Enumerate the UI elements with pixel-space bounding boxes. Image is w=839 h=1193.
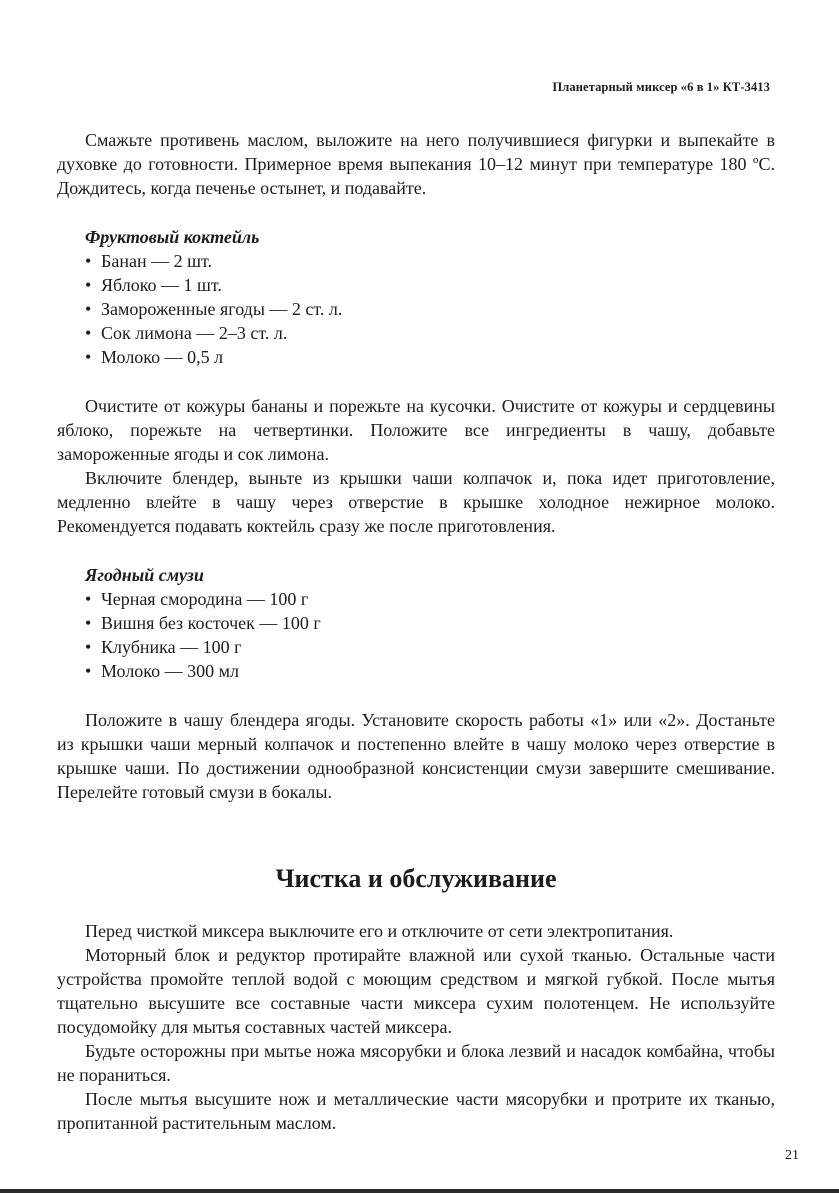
ingredient-item: • Молоко — 300 мл [85,659,775,683]
ingredient-item: • Клубника — 100 г [85,635,775,659]
section-title: Чистка и обслуживание [275,864,557,893]
running-header: Планетарный миксер «6 в 1» КТ-3413 [552,80,770,94]
intro-paragraph: Смажьте противень маслом, выложите на него получившиеся фигурки и выпекайте в духовке до готовности. Примерное время выпекания 10–12 минут при температуре 180 ºС. Дождитесь, когда печенье остынет, и подавайте. [57,130,775,198]
recipe-title-fruit-cocktail: Фруктовый коктейль [85,227,260,247]
section-paragraph-1: Перед чисткой миксера выключите его и отключите от сети электропитания. [85,921,674,941]
section-paragraph-2: Моторный блок и редуктор протирайте влажной или сухой тканью. Остальные части устройства промойте теплой водой с моющим средством и мягкой губкой. После мытья тщательно высушите все составные части миксера сухим полотенцем. Не используйте посудомойку для мытья составных частей миксера. [57,945,775,1037]
ingredient-item: • Замороженные ягоды — 2 ст. л. [85,297,775,321]
ingredient-item: • Банан — 2 шт. [85,249,775,273]
recipe1-paragraph-2: Включите блендер, выньте из крышки чаши колпачок и, пока идет приготовление, медленно влейте в чашу через отверстие в крышке холодное нежирное молоко. Рекомендуется подавать коктейль сразу же после приготовления. [57,468,775,536]
page-content [57,128,775,1135]
recipe2-paragraph-1: Положите в чашу блендера ягоды. Установите скорость работы «1» или «2». Достаньте из крышки чаши мерный колпачок и постепенно влейте в чашу молоко через отверстие в крышке чаши. По достижении однообразной консистенции смузи завершите смешивание. Перелейте готовый смузи в бокалы. [57,710,775,802]
ingredient-item: • Молоко — 0,5 л [85,345,775,369]
ingredient-item: • Сок лимона — 2–3 ст. л. [85,321,775,345]
recipe-title-berry-smoothie: Ягодный смузи [85,565,204,585]
ingredient-item: • Яблоко — 1 шт. [85,273,775,297]
ingredient-list-berry-smoothie [57,587,775,683]
section-paragraph-3: Будьте осторожны при мытье ножа мясорубки и блока лезвий и насадок комбайна, чтобы не пораниться. [57,1041,775,1085]
ingredient-item: • Черная смородина — 100 г [85,587,775,611]
ingredient-list-fruit-cocktail [57,249,775,369]
page-number: 21 [785,1148,799,1163]
section-paragraph-4: После мытья высушите нож и металлические части мясорубки и протрите их тканью, пропитанной растительным маслом. [57,1089,775,1133]
recipe1-paragraph-1: Очистите от кожуры бананы и порежьте на кусочки. Очистите от кожуры и сердцевины яблоко, порежьте на четвертинки. Положите все ингредиенты в чашу, добавьте замороженные ягоды и сок лимона. [57,396,775,464]
bottom-rule [0,1189,839,1193]
ingredient-item: • Вишня без косточек — 100 г [85,611,775,635]
